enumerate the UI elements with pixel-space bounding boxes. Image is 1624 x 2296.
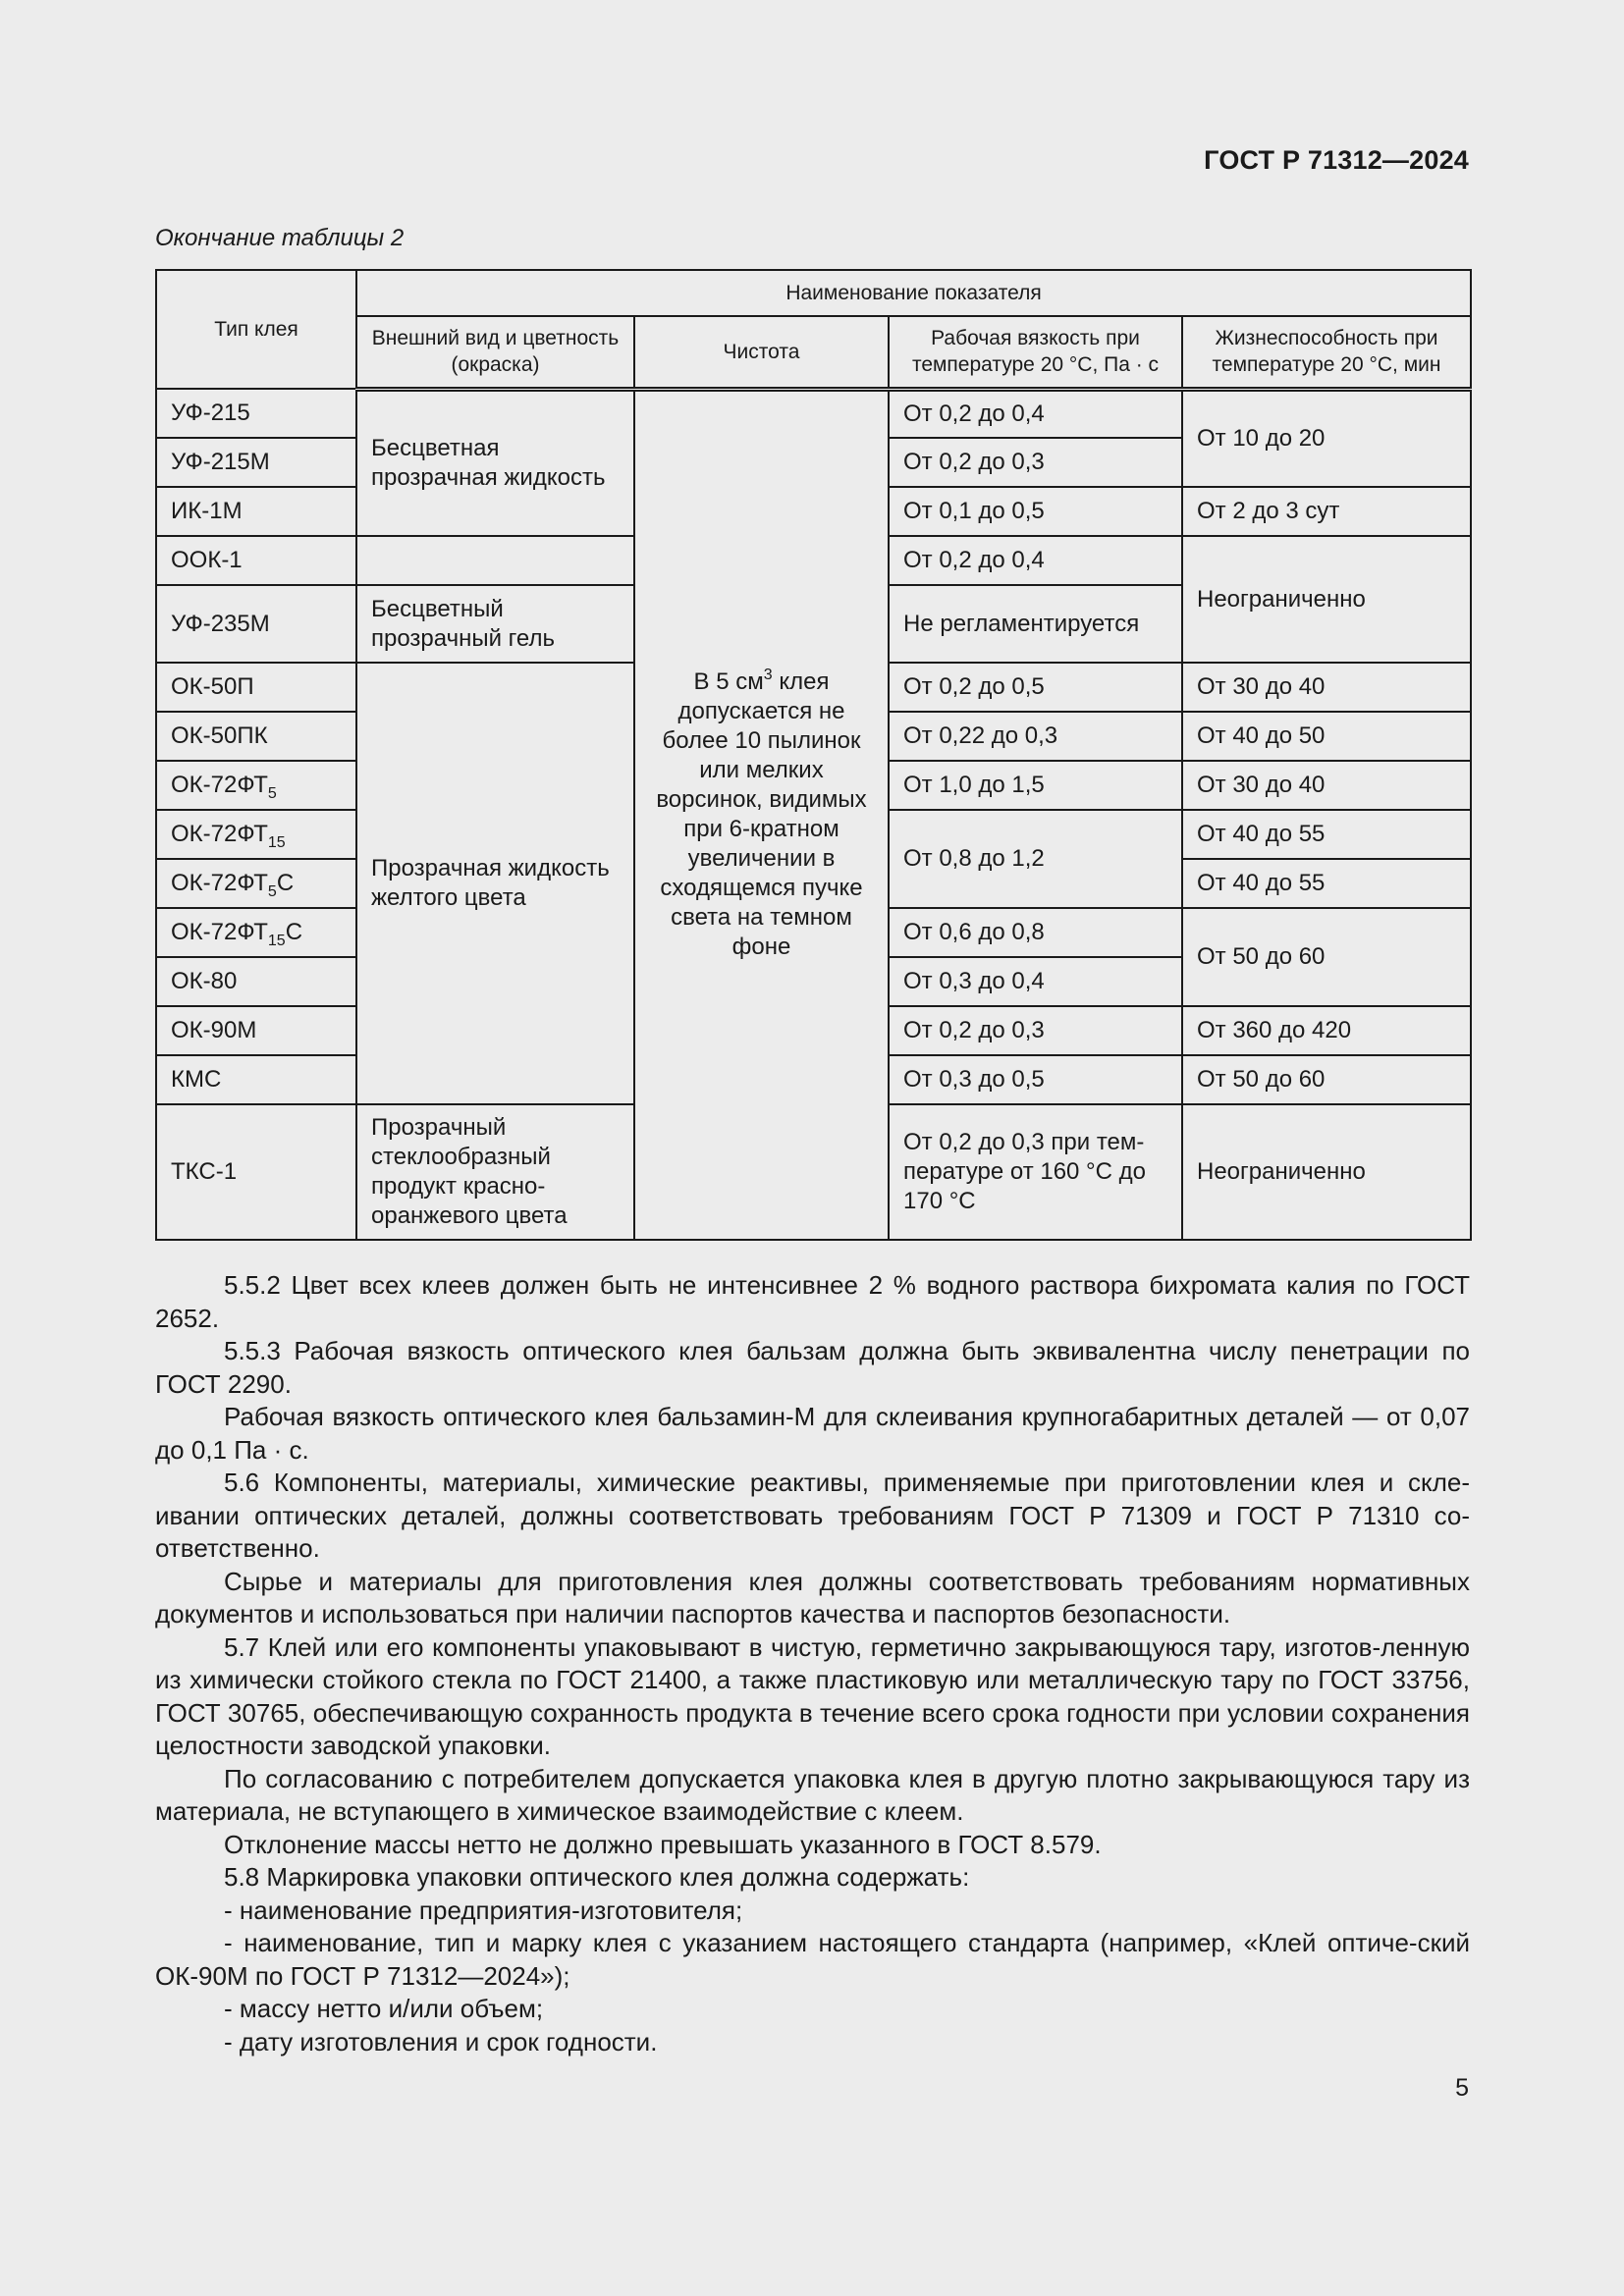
lifetime-cell: От 40 до 50 <box>1182 712 1471 761</box>
header-indicator-name: Наименование показателя <box>356 270 1471 316</box>
table-row <box>156 389 1471 438</box>
header-lifetime: Жизнеспособность при температуре 20 °С, мин <box>1182 316 1471 389</box>
glue-type-cell: $ОК-72ФТ_5$ <box>156 761 356 810</box>
list-item: - дату изготовления и срок годности. <box>224 2026 658 2056</box>
paragraph-5-5-3: 5.5.3 Рабочая вязкость оптического клея бальзам должна быть эквивалентна числу пенетрации по ГОСТ 2290. <box>155 1336 1470 1399</box>
glue-type-cell: ОК-80 <box>156 957 356 1006</box>
table-caption: Окончание таблицы 2 <box>155 225 405 251</box>
viscosity-cell: От 0,3 до 0,5 <box>889 1055 1182 1104</box>
glue-type-cell: ИК-1М <box>156 487 356 536</box>
list-item: - наименование предприятия-изготовителя; <box>224 1895 743 1925</box>
list-item: - массу нетто и/или объем; <box>224 1994 544 2023</box>
viscosity-cell: От 0,2 до 0,3 при тем-пературе от 160 °С до 170 °С <box>889 1104 1182 1240</box>
viscosity-cell: От 0,1 до 0,5 <box>889 487 1182 536</box>
glue-type-cell: $ОК-72ФТ_{15}С$ <box>156 908 356 957</box>
glue-type-cell: УФ-235М <box>156 585 356 663</box>
document-code: ГОСТ Р 71312—2024 <box>1204 145 1469 175</box>
glue-properties-table <box>155 269 1472 1241</box>
paragraph: По согласованию с потребителем допускается упаковка клея в другую плотно закрывающуюся тару из материала, не вступающего в химическое взаимодействие с клеем. <box>155 1763 1470 1826</box>
viscosity-cell: Не регламентируется <box>889 585 1182 663</box>
lifetime-cell: От 50 до 60 <box>1182 908 1471 1006</box>
viscosity-cell: От 0,2 до 0,3 <box>889 438 1182 487</box>
paragraph-5-5-2: 5.5.2 Цвет всех клеев должен быть не интенсивнее 2 % водного раствора бихромата калия по ГОСТ 2652. <box>155 1270 1470 1333</box>
viscosity-cell: От 0,2 до 0,3 <box>889 1006 1182 1055</box>
viscosity-cell: От 0,6 до 0,8 <box>889 908 1182 957</box>
list-item: - наименование, тип и марку клея с указанием настоящего стандарта (например, «Клей оптиче-ский ОК-90М по ГОСТ Р 71312—2024»); <box>155 1928 1470 1991</box>
paragraph: Рабочая вязкость оптического клея бальзамин-М для склеивания крупногабаритных деталей — от 0,07 до 0,1 Па · с. <box>155 1402 1470 1465</box>
lifetime-cell: От 40 до 55 <box>1182 859 1471 908</box>
glue-type-cell: $ОК-72ФТ_5С$ <box>156 859 356 908</box>
glue-type-cell: ТКС-1 <box>156 1104 356 1240</box>
viscosity-cell: От 0,2 до 0,4 <box>889 389 1182 438</box>
viscosity-cell: От 0,22 до 0,3 <box>889 712 1182 761</box>
glue-type-cell: КМС <box>156 1055 356 1104</box>
paragraph-5-8: 5.8 Маркировка упаковки оптического клея должна содержать: <box>224 1862 970 1892</box>
viscosity-cell: От 0,2 до 0,5 <box>889 663 1182 712</box>
page-number: 5 <box>1455 2074 1469 2102</box>
appearance-cell: Прозрачный стеклообразный продукт красно-оранжевого цвета <box>356 1104 634 1240</box>
lifetime-cell: От 40 до 55 <box>1182 810 1471 859</box>
glue-type-cell: ОК-50ПК <box>156 712 356 761</box>
paragraph: Отклонение массы нетто не должно превышать указанного в ГОСТ 8.579. <box>224 1829 1102 1859</box>
paragraph: Сырье и материалы для приготовления клея должны соответствовать требованиям нормативных документов и использоваться при наличии паспортов качества и паспортов безопасности. <box>155 1566 1470 1629</box>
header-viscosity: Рабочая вязкость при температуре 20 °С, Па · с <box>889 316 1182 389</box>
lifetime-cell: От 10 до 20 <box>1182 389 1471 487</box>
lifetime-cell: От 30 до 40 <box>1182 663 1471 712</box>
body-text <box>155 1269 1470 2058</box>
viscosity-cell: От 0,2 до 0,4 <box>889 536 1182 585</box>
glue-type-cell: ООК-1 <box>156 536 356 585</box>
appearance-cell <box>356 536 634 585</box>
lifetime-cell: Неограниченно <box>1182 536 1471 663</box>
header-purity: Чистота <box>634 316 889 389</box>
glue-type-cell: УФ-215 <box>156 389 356 438</box>
paragraph-5-7: 5.7 Клей или его компоненты упаковывают в чистую, герметично закрывающуюся тару, изготов-ленную из химически стойкого стекла по ГОСТ 21400, а также пластиковую или металлическую тару по ГОСТ 33756, ГОСТ 30765, обеспечивающую сохранность продукта в течение всего срока годности при условии сохранения целостности заводской упаковки. <box>155 1631 1470 1760</box>
appearance-cell: Прозрачная жидкость желтого цвета <box>356 663 634 1104</box>
viscosity-cell: От 0,3 до 0,4 <box>889 957 1182 1006</box>
lifetime-cell: От 30 до 40 <box>1182 761 1471 810</box>
lifetime-cell: Неограниченно <box>1182 1104 1471 1240</box>
purity-cell: В 5 $см^3$ клея допускается не более 10 пылинок или мелких ворсинок, видимых при 6-кратном увеличении в сходящемся пучке света на темном фоне <box>634 389 889 1240</box>
lifetime-cell: От 2 до 3 сут <box>1182 487 1471 536</box>
lifetime-cell: От 360 до 420 <box>1182 1006 1471 1055</box>
paragraph-5-6: 5.6 Компоненты, материалы, химические реактивы, применяемые при приготовлении клея и скле-ивании оптических деталей, должны соответствовать требованиям ГОСТ Р 71309 и ГОСТ Р 71310 со-ответственно. <box>155 1468 1470 1563</box>
appearance-cell: Бесцветный прозрачный гель <box>356 585 634 663</box>
lifetime-cell: От 50 до 60 <box>1182 1055 1471 1104</box>
glue-type-cell: ОК-50П <box>156 663 356 712</box>
header-glue-type: Тип клея <box>156 270 356 389</box>
glue-type-cell: ОК-90М <box>156 1006 356 1055</box>
glue-type-cell: УФ-215М <box>156 438 356 487</box>
viscosity-cell: От 1,0 до 1,5 <box>889 761 1182 810</box>
viscosity-cell: От 0,8 до 1,2 <box>889 810 1182 908</box>
appearance-cell: Бесцветная прозрачная жидкость <box>356 389 634 536</box>
header-appearance: Внешний вид и цветность (окраска) <box>356 316 634 389</box>
glue-type-cell: $ОК-72ФТ_{15}$ <box>156 810 356 859</box>
